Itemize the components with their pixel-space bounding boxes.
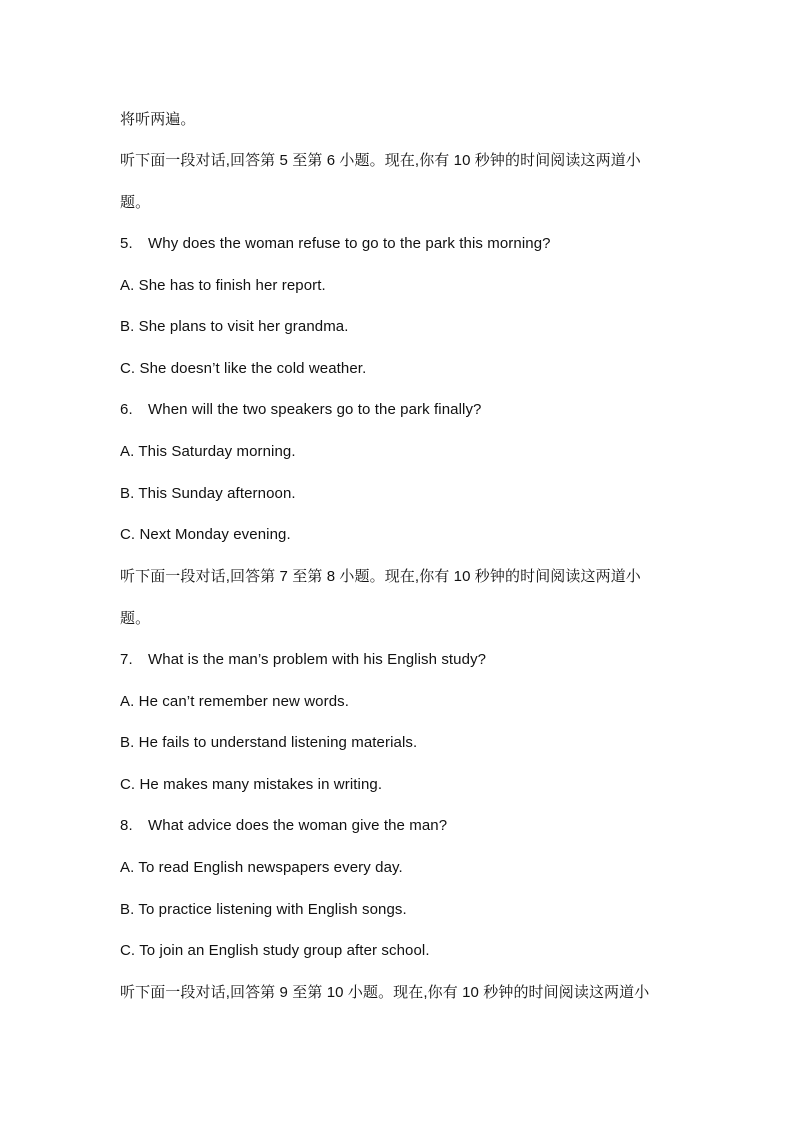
question-text: What is the man’s problem with his English study? [148, 651, 487, 668]
question-6-option-b: B. This Sunday afternoon. [120, 485, 296, 502]
question-6-option-c: C. Next Monday evening. [120, 526, 291, 543]
section-instruction-continuation: 题。 [120, 194, 151, 211]
instruction-line: 将听两遍。 [120, 111, 196, 128]
question-5 [120, 234, 551, 254]
question-5-option-a: A. She has to finish her report. [120, 277, 326, 294]
question-text: When will the two speakers go to the park finally? [148, 401, 482, 418]
question-7-option-a: A. He can’t remember new words. [120, 693, 350, 710]
question-7-option-b: B. He fails to understand listening materials. [120, 734, 418, 751]
question-7-option-c: C. He makes many mistakes in writing. [120, 776, 383, 793]
question-number: 6. [120, 401, 133, 418]
section-instruction-continuation: 题。 [120, 610, 151, 627]
question-8-option-c: C. To join an English study group after school. [120, 942, 430, 959]
question-5-option-c: C. She doesn’t like the cold weather. [120, 360, 367, 377]
section-instruction-9-10: 听下面一段对话,回答第 9 至第 10 小题。现在,你有 10 秒钟的时间阅读这两道小 [120, 984, 650, 1001]
question-number: 7. [120, 651, 133, 668]
question-7 [120, 650, 486, 670]
question-text: Why does the woman refuse to go to the park this morning? [148, 235, 551, 252]
question-6-option-a: A. This Saturday morning. [120, 443, 296, 460]
question-8-option-b: B. To practice listening with English songs. [120, 901, 407, 918]
question-8 [120, 816, 447, 836]
question-8-option-a: A. To read English newspapers every day. [120, 859, 403, 876]
question-number: 5. [120, 235, 133, 252]
question-number: 8. [120, 817, 133, 834]
question-5-option-b: B. She plans to visit her grandma. [120, 318, 349, 335]
question-6 [120, 400, 482, 420]
section-instruction-7-8: 听下面一段对话,回答第 7 至第 8 小题。现在,你有 10 秒钟的时间阅读这两道小 [120, 568, 641, 585]
question-text: What advice does the woman give the man? [148, 817, 448, 834]
section-instruction-5-6: 听下面一段对话,回答第 5 至第 6 小题。现在,你有 10 秒钟的时间阅读这两道小 [120, 152, 641, 169]
